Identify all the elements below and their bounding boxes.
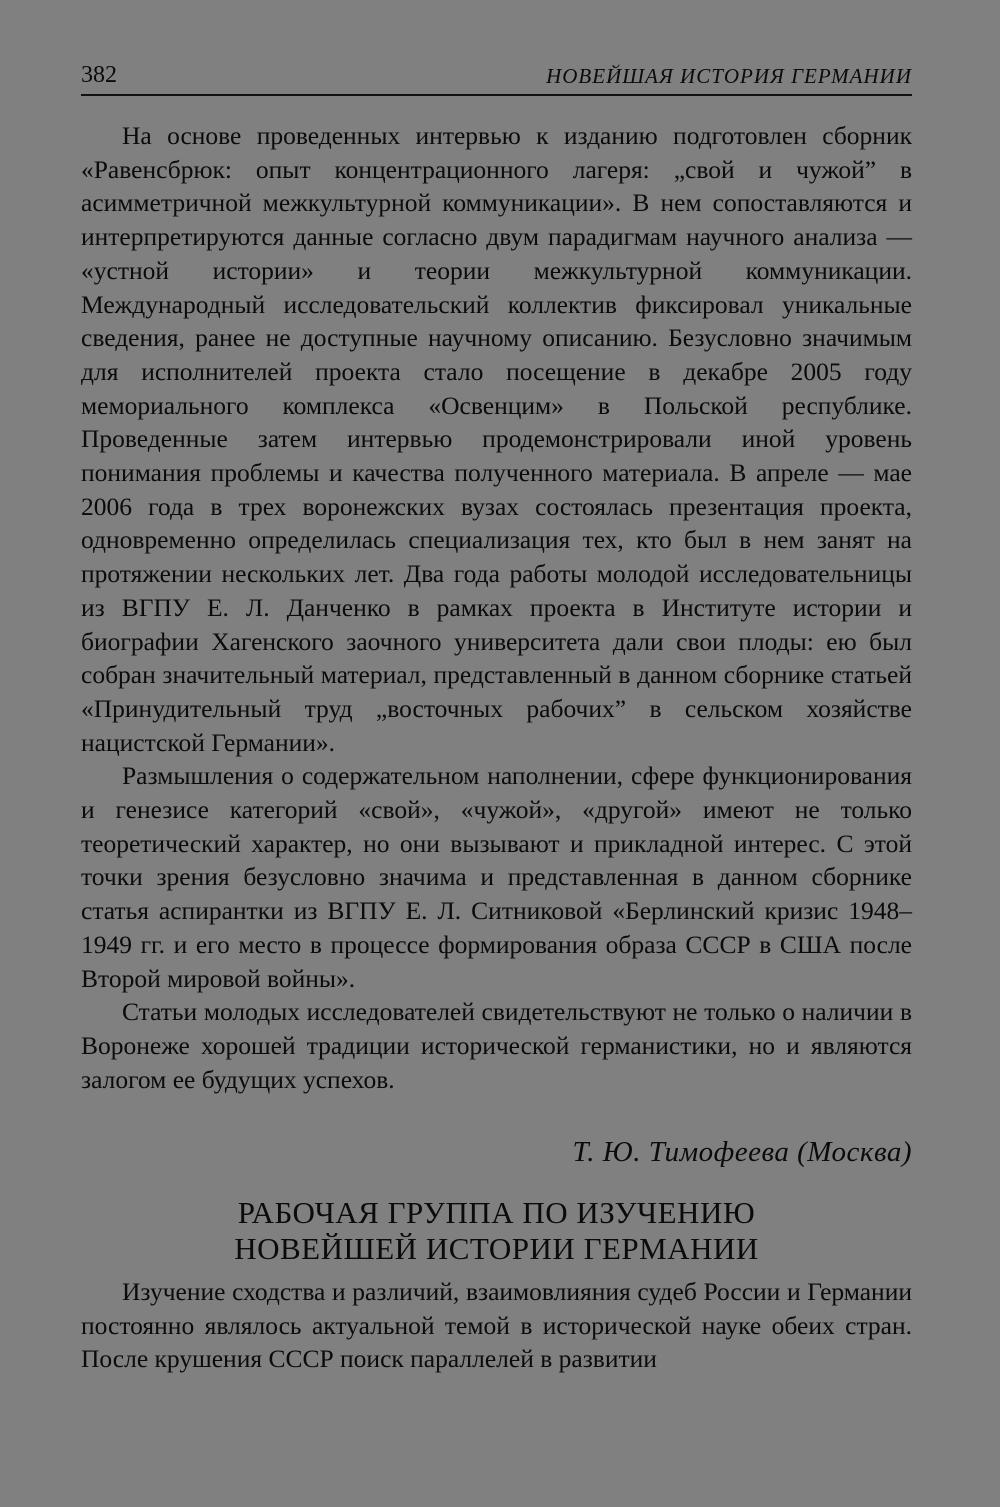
paragraph: Изучение сходства и различий, взаимовлияния судеб России и Германии постоянно являлось актуальной темой в исторической науке обеих стран. После крушения СССР поиск параллелей в развитии	[81, 1277, 912, 1374]
section-title-line: НОВЕЙШЕЙ ИСТОРИИ ГЕРМАНИИ	[234, 1231, 759, 1266]
main-text	[81, 119, 912, 1096]
section-title	[81, 1195, 912, 1267]
section-title-line: РАБОЧАЯ ГРУППА ПО ИЗУЧЕНИЮ	[237, 1195, 756, 1230]
section-text	[81, 1275, 912, 1376]
paragraph: На основе проведенных интервью к изданию подготовлен сборник «Равенсбрюк: опыт концентрационного лагеря: „свой и чужой” в асимметричной межкультурной коммуникации». В нем сопоставляются и интерпретируются данные согласно двум парадигмам научного анализа — «устной истории» и теории межкультурной коммуникации. Международный исследовательский коллектив фиксировал уникальные сведения, ранее не доступные научному описанию. Безусловно значимым для исполнителей проекта стало посещение в декабре 2005 году мемориального комплекса «Освенцим» в Польской республике. Проведенные затем интервью продемонстрировали иной уровень понимания проблемы и качества полученного материала. В апреле — мае 2006 года в трех воронежских вузах состоялась презентация проекта, одновременно определилась специализация тех, кто был в нем занят на протяжении нескольких лет. Два года работы молодой исследовательницы из ВГПУ Е. Л. Данченко в рамках проекта в Институте истории и биографии Хагенского заочного университета дали свои плоды: ею был собран значительный материал, представленный в данном сборнике статьей «Принудительный труд „восточных рабочих” в сельском хозяйстве нацистской Германии».	[81, 121, 912, 757]
running-head: НОВЕЙШАЯ ИСТОРИЯ ГЕРМАНИИ	[546, 64, 912, 88]
page-header	[81, 58, 912, 96]
paragraph: Размышления о содержательном наполнении, сфере функционирования и генезисе категорий «свой», «чужой», «другой» имеют не только теоретический характер, но они вызывают и прикладной интерес. С этой точки зрения безусловно значима и представленная в данном сборнике статья аспирантки из ВГПУ Е. Л. Ситниковой «Берлинский кризис 1948–1949 гг. и его место в процессе формирования образа СССР в США после Второй мировой войны».	[81, 761, 912, 993]
paragraph: Статьи молодых исследователей свидетельствуют не только о наличии в Воронеже хорошей традиции исторической германистики, но и являются залогом ее будущих успехов.	[81, 997, 912, 1094]
author-signature: Т. Ю. Тимофеева (Москва)	[572, 1136, 912, 1168]
page-number: 382	[81, 62, 117, 88]
